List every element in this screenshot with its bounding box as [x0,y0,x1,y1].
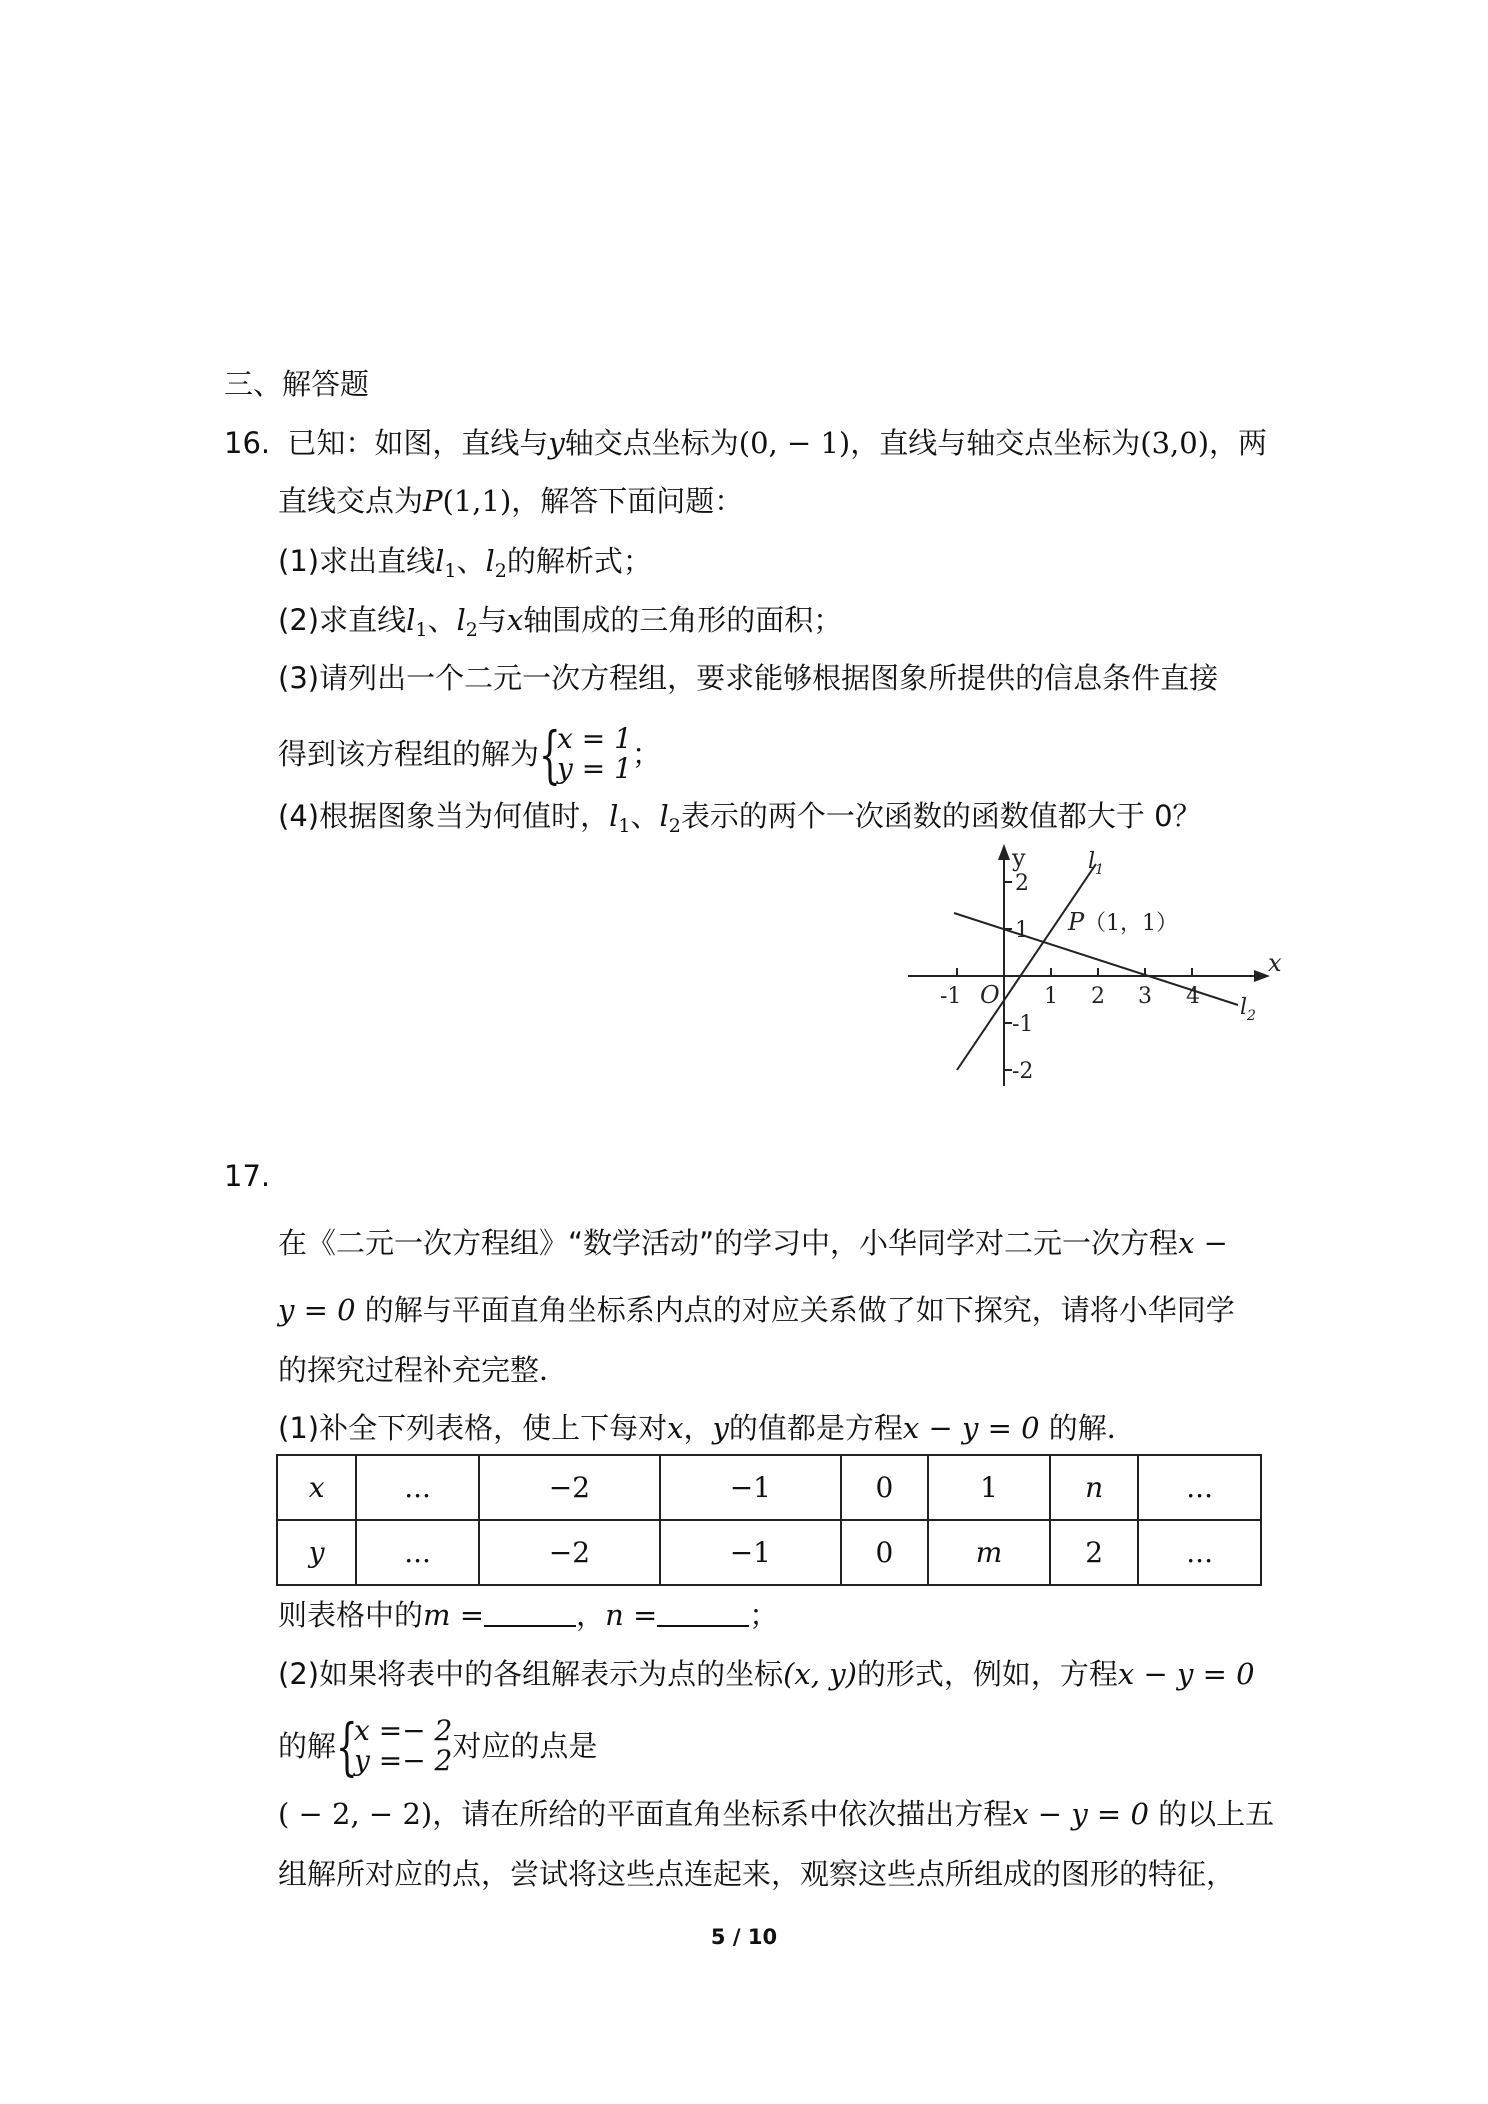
q16-l1-var: y [548,426,565,460]
q16-l1-pt1: (0, − 1) [738,426,851,460]
n-answer-blank[interactable] [657,1599,749,1627]
m-answer-blank[interactable] [484,1599,576,1627]
q17-p1-end: 的解． [1039,1411,1136,1445]
q17-fill-pre: 则表格中的 [278,1598,424,1632]
l1-label: l [1088,849,1096,874]
q16-p4-end: 表示的两个一次函数的函数值都大于 0？ [680,799,1202,833]
q16-p1-l1-sub: 1 [444,560,457,582]
table-cell: 2 [1050,1520,1138,1585]
x-tick-label-3: 3 [1138,984,1152,1009]
table-cell: x [277,1455,356,1520]
q16-p1-pre: (1)求出直线 [278,544,436,578]
q16-line2 [278,483,743,519]
coordinate-graph [898,838,1288,1094]
origin-label: O [980,981,1000,1009]
q16-part3-line2 [278,718,661,791]
y-tick-label-2: 2 [1015,871,1029,896]
y-axis-arrow-icon [998,844,1010,860]
table-cell: −2 [479,1455,660,1520]
q16-l2-P: P [423,484,443,518]
q17-p2c-end: 的以上五 [1148,1797,1275,1831]
q17-p1-y: y [712,1411,729,1445]
q17-intro2-math: y = 0 [278,1293,356,1327]
table-row [277,1520,1261,1585]
q16-p4-l1: l [609,799,619,833]
q17-p2c-pt: ( − 2, − 2) [278,1797,433,1831]
solution-table [276,1454,1262,1586]
q17-p2b-sys-row2: y =− 2 [354,1744,453,1777]
q16-p4-l1-sub: 1 [618,815,631,837]
x-tick-label-4: 4 [1186,984,1200,1009]
brace-glyph: { [336,1710,358,1783]
table-cell: ... [1138,1455,1261,1520]
q17-part2-line2 [278,1710,598,1783]
q17-fill-comma: ， [576,1598,606,1632]
x-axis-label: x [1268,949,1282,977]
y-axis-label: y [1012,844,1026,872]
q16-number: 16. [224,426,271,460]
q16-p1-l2-sub: 2 [494,560,507,582]
q16-p4-pre: (4)根据图象当为何值时， [278,799,610,833]
q17-number: 17. [224,1159,271,1193]
table-cell: m [928,1520,1050,1585]
q17-p2c-eq: x − y = 0 [1012,1797,1149,1831]
y-tick-label-1: 1 [1015,918,1029,943]
y-tick-label-neg2: -2 [1012,1059,1034,1084]
q16-l1-pt2: (3,0) [1140,426,1210,460]
q17-p2-mid: 的形式，例如，方程 [856,1657,1118,1691]
table-cell: ... [356,1520,479,1585]
q16-p4-sep: 、 [630,799,660,833]
q16-part3-line1: (3)请列出一个二元一次方程组，要求能够根据图象所提供的信息条件直接 [278,661,1219,695]
q17-fill-line [278,1597,778,1633]
q16-p2-x: x [506,603,524,637]
q17-p1-eq: x − y = 0 [902,1411,1040,1445]
q17-p2-pre: (2)如果将表中的各组解表示为点的坐标 [278,1657,784,1691]
q16-p2-pre: (2)求直线 [278,603,407,637]
q16-part2 [278,602,842,648]
table-cell: −2 [479,1520,660,1585]
l2-label: l [1240,995,1248,1020]
q17-fill-m: m = [423,1598,485,1632]
q17-p2c-mid: ，请在所给的平面直角坐标系中依次描出方程 [432,1797,1013,1831]
q16-p3-pre: 得到该方程组的解为 [278,737,540,771]
table-cell: n [1050,1455,1138,1520]
q17-p1-mid: 的值都是方程 [728,1411,903,1445]
table-cell: ... [356,1455,479,1520]
q17-fill-end: ； [749,1598,779,1632]
q17-p1-x: x [667,1411,684,1445]
q17-p2-eq: x − y = 0 [1117,1657,1255,1691]
x-tick-label-2: 2 [1091,984,1105,1009]
q16-p4-l2-sub: 2 [668,815,681,837]
q17-intro1: 在《二元一次方程组》“数学活动”的学习中，小华同学对二元一次方程 [278,1226,1179,1260]
table-cell: 0 [841,1520,928,1585]
point-P-coords: （1，1） [1084,911,1178,936]
q17-p2-xy: (x, y) [783,1657,857,1691]
brace-glyph: { [539,718,561,791]
q16-p1-sep: 、 [456,544,486,578]
page-number: 5 / 10 [710,1925,778,1949]
q16-line1 [224,425,1267,461]
q16-p3-system [539,718,632,791]
x-tick-label-1: 1 [1044,984,1058,1009]
q17-intro-line1 [278,1225,1228,1261]
q16-p4-l2: l [659,799,669,833]
q16-p2-l1-sub: 1 [415,619,428,641]
q16-l2-pt: (1,1) [442,484,512,518]
q16-l1-mid2: ，直线与轴交点坐标为 [850,426,1141,460]
q17-part2-line4: 组解所对应的点，尝试将这些点连起来，观察这些点所组成的图形的特征， [278,1857,1236,1891]
q16-p2-mid: 与 [477,603,507,637]
q17-intro-line3: 的探究过程补充完整． [278,1353,569,1387]
q17-part2 [278,1656,1255,1692]
q17-p2b-system [336,1710,453,1783]
q16-l1-end: ，两 [1209,426,1268,460]
q16-p1-l2: l [485,544,495,578]
q16-l1-mid1: 轴交点坐标为 [564,426,739,460]
table-cell: 1 [928,1455,1050,1520]
q16-part1 [278,543,652,589]
table-cell: y [277,1520,356,1585]
q16-p2-l2-sub: 2 [465,619,478,641]
q16-p2-sep: 、 [427,603,457,637]
q16-p1-end: 的解析式； [506,544,652,578]
point-P-label: P [1068,908,1085,936]
table-cell: −1 [660,1520,841,1585]
q17-p2b-sys-row1: x =− 2 [354,1714,453,1747]
q16-p3-sys-row1: x = 1 [557,722,632,755]
q17-p2b-pre: 的解 [278,1729,337,1763]
q16-l2-pre: 直线交点为 [278,484,424,518]
q17-part2-line3 [278,1796,1274,1832]
q16-l1-pre: 已知：如图，直线与 [287,426,549,460]
q16-p2-l1: l [406,603,416,637]
l2-label-sub: 2 [1247,1008,1256,1024]
section-heading: 三、解答题 [224,367,370,401]
table-row [277,1455,1261,1520]
y-tick-label-neg1: -1 [1012,1012,1034,1037]
q17-intro2: 的解与平面直角坐标系内点的对应关系做了如下探究，请将小华同学 [355,1293,1235,1327]
q17-fill-n: n = [605,1598,658,1632]
q16-p1-l1: l [435,544,445,578]
q17-intro-line2 [278,1292,1235,1328]
q16-l2-end: ，解答下面问题： [511,484,744,518]
table-cell: −1 [660,1455,841,1520]
q17-part1 [278,1410,1136,1446]
q16-p3-sys-row2: y = 1 [557,752,632,785]
q16-p2-l2: l [456,603,466,637]
table-cell: ... [1138,1520,1261,1585]
x-tick-label-neg1: -1 [940,984,962,1009]
table-cell: 0 [841,1455,928,1520]
q17-intro1-math: x − [1178,1226,1228,1260]
q17-p2b-end: 对应的点是 [452,1729,598,1763]
q17-p1-pre: (1)补全下列表格，使上下每对 [278,1411,668,1445]
q16-p2-end: 轴围成的三角形的面积； [523,603,843,637]
l1-label-sub: 1 [1095,862,1104,878]
q16-p3-end: ； [631,737,661,771]
q17-p1-comma: ， [683,1411,713,1445]
